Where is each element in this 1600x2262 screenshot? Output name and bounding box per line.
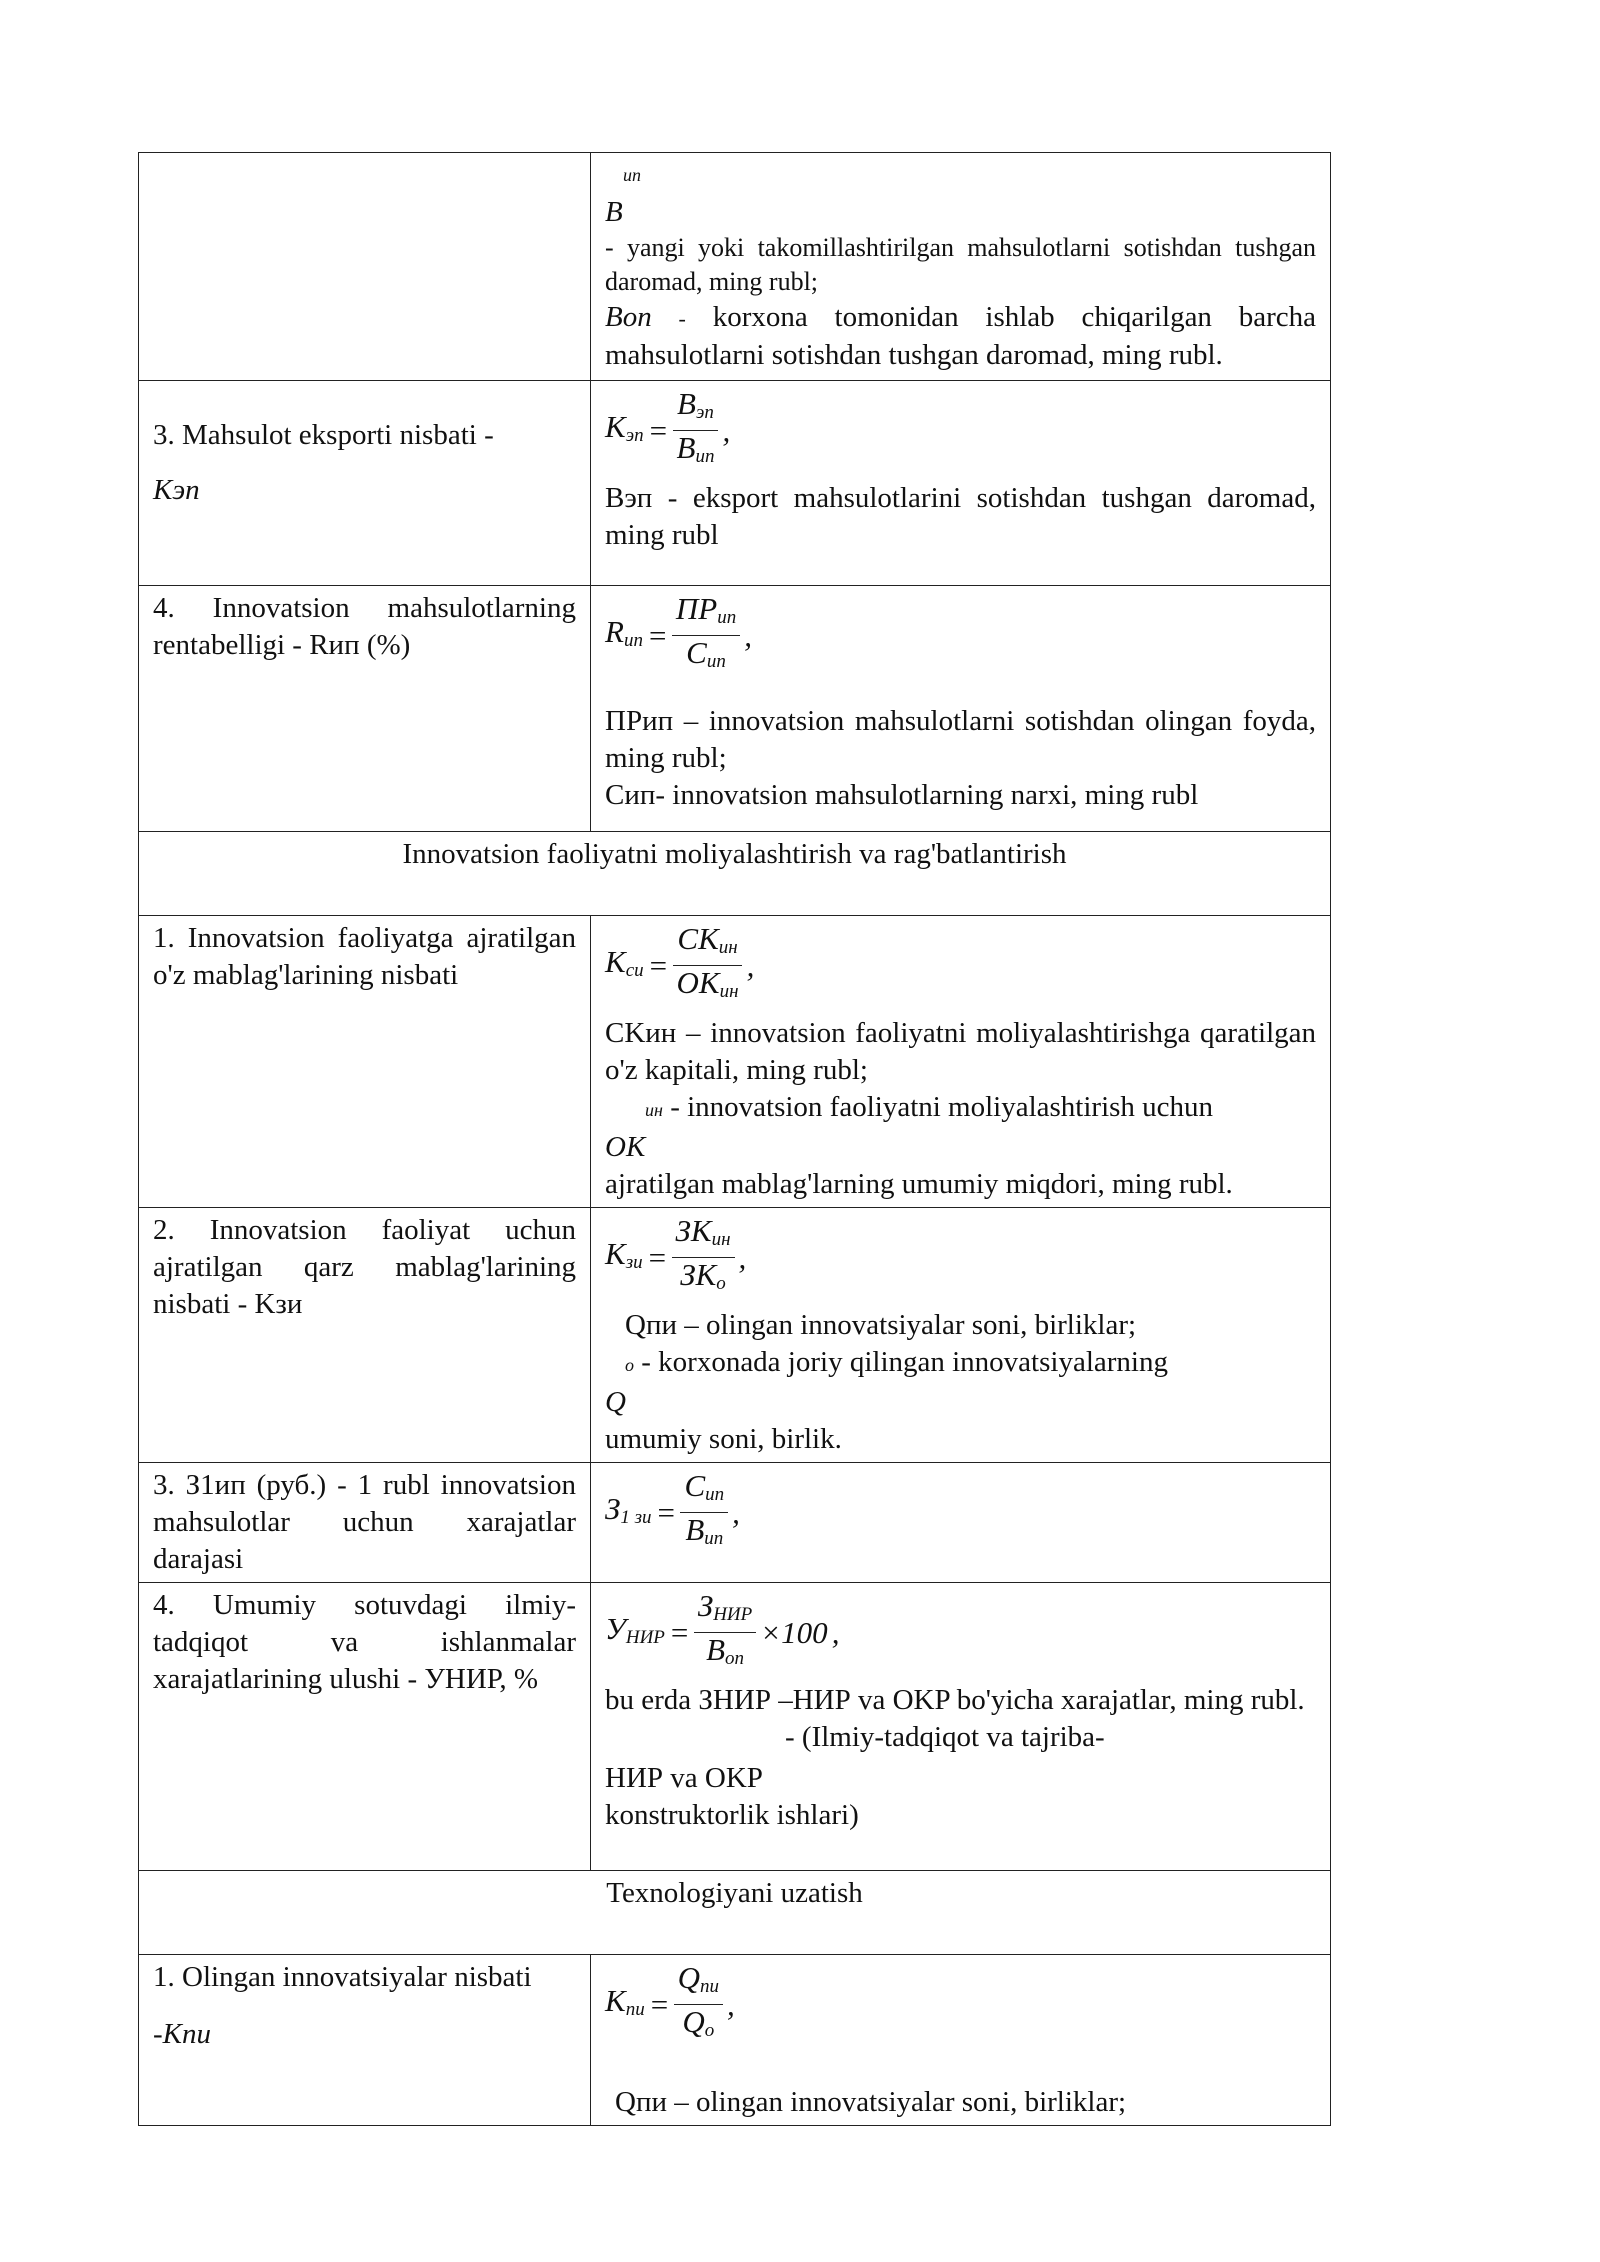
description-line: ajratilgan mablag'larning umumiy miqdori, ming rubl.	[605, 1168, 1233, 1200]
subscript-fragment: ин	[645, 1100, 663, 1120]
cell-formula	[591, 586, 1331, 832]
cell-formula	[591, 1583, 1331, 1871]
variable-b: B	[605, 196, 623, 228]
indicator-symbol: -Kпи	[153, 2018, 211, 2050]
cell-indicator	[139, 1208, 591, 1463]
cell-formula	[591, 1463, 1331, 1583]
description-line: - korxonada joriy qilingan innovatsiyalarning	[641, 1346, 1168, 1378]
indicator-symbol: Kэп	[153, 474, 200, 506]
cell-description	[591, 153, 1331, 381]
table-row	[139, 1208, 1331, 1463]
indicator-label: 4. Umumiy sotuvdagi ilmiy-tadqiqot va ishlanmalar xarajatlarining ulushi - УНИР, %	[153, 1589, 576, 1695]
description-line: НИР va OKP	[605, 1762, 763, 1794]
cell-formula	[591, 1208, 1331, 1463]
subscript-fragment: о	[625, 1355, 634, 1375]
indicator-label: 3. Mahsulot eksporti nisbati -	[153, 419, 494, 451]
table-row	[139, 1955, 1331, 2126]
section-title: Innovatsion faoliyatni moliyalashtirish va rag'batlantirish	[139, 832, 1331, 916]
indicator-table	[138, 152, 1331, 2126]
variable-ok: OK	[605, 1131, 646, 1163]
description-line: Qпи – olingan innovatsiyalar soni, birliklar;	[625, 1309, 1137, 1341]
cell-indicator	[139, 1583, 591, 1871]
formula: $У_{НИР}$ = $\frac{З_{НИР}}{B_{оп}}$ ×100 ,	[605, 1588, 840, 1669]
section-header-row	[139, 1871, 1331, 1955]
cell-indicator	[139, 381, 591, 586]
cell-indicator	[139, 916, 591, 1208]
cell-empty	[139, 153, 591, 381]
description-line: CKин – innovatsion faoliyatni moliyalashtirishga qaratilgan o'z kapitali, ming rubl;	[605, 1017, 1316, 1086]
variable-bop: Bоп	[605, 301, 652, 333]
description-line: - innovatsion faoliyatni moliyalashtirish uchun	[670, 1091, 1214, 1123]
cell-indicator	[139, 1463, 591, 1583]
cell-formula	[591, 1955, 1331, 2126]
formula: $K_{си}$ = $\frac{CK_{ин}}{OK_{ин}}$ ,	[605, 921, 755, 1002]
indicator-label: 3. З1ип (руб.) - 1 rubl innovatsion mahsulotlar uchun xarajatlar darajasi	[153, 1469, 576, 1575]
formula: $K_{эп}$ = $\frac{B_{эп}}{B_{ип}}$ ,	[605, 386, 731, 467]
description-line: ПРип – innovatsion mahsulotlarni sotishdan olingan foyda, ming rubl;	[605, 705, 1316, 774]
description-line: bu erda ЗНИР –НИР va OKP bo'yicha xarajatlar, ming rubl.	[605, 1684, 1305, 1716]
cell-indicator	[139, 1955, 591, 2126]
description-line: - yangi yoki takomillashtirilgan mahsulotlarni sotishdan tushgan daromad, ming rubl;	[605, 233, 1316, 296]
formula: $R_{ип}$ = $\frac{ПР_{ип}}{C_{ип}}$ ,	[605, 591, 752, 672]
cell-indicator	[139, 586, 591, 832]
indicator-label: 2. Innovatsion faoliyat uchun ajratilgan qarz mablag'larining nisbati - Kзи	[153, 1214, 576, 1320]
table-row	[139, 1463, 1331, 1583]
description-line: - (Ilmiy-tadqiqot va tajriba-	[785, 1721, 1105, 1753]
subscript-fragment: ип	[623, 165, 641, 185]
indicator-label: 1. Innovatsion faoliyatga ajratilgan o'z mablag'larining nisbati	[153, 922, 576, 991]
variable-q: Q	[605, 1386, 626, 1418]
section-header-row	[139, 832, 1331, 916]
description-line: umumiy soni, birlik.	[605, 1423, 842, 1455]
description-line: Qпи – olingan innovatsiyalar soni, birliklar;	[615, 2086, 1127, 2118]
formula: $K_{зи}$ = $\frac{ЗK_{ин}}{ЗK_о}$ ,	[605, 1213, 747, 1294]
description-line: Bэп - eksport mahsulotlarini sotishdan tushgan daromad, ming rubl	[605, 482, 1316, 551]
table-row	[139, 153, 1331, 381]
description-line: Cип- innovatsion mahsulotlarning narxi, ming rubl	[605, 779, 1199, 811]
indicator-label: 1. Olingan innovatsiyalar nisbati	[153, 1961, 532, 1993]
cell-formula	[591, 381, 1331, 586]
section-title: Texnologiyani uzatish	[139, 1871, 1331, 1955]
formula: $K_{пи}$ = $\frac{Q_{пи}}{Q_о}$ ,	[605, 1960, 735, 2041]
cell-formula	[591, 916, 1331, 1208]
table-row	[139, 916, 1331, 1208]
table-row	[139, 586, 1331, 832]
dash: -	[678, 306, 686, 331]
description-line: korxona tomonidan ishlab chiqarilgan barcha mahsulotlarni sotishdan tushgan daromad, ming rubl.	[605, 301, 1317, 371]
formula: $З_{1 зи}$ = $\frac{C_{ип}}{B_{ип}}$ ,	[605, 1468, 740, 1549]
table-row	[139, 381, 1331, 586]
indicator-label: 4. Innovatsion mahsulotlarning rentabelligi - Rип (%)	[153, 592, 576, 661]
description-line: konstruktorlik ishlari)	[605, 1799, 859, 1831]
table-row	[139, 1583, 1331, 1871]
